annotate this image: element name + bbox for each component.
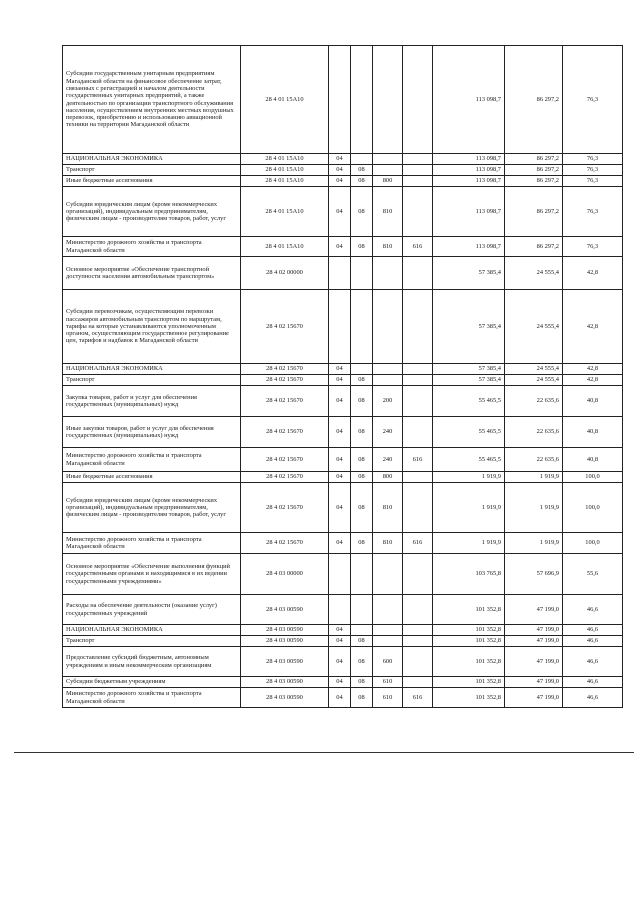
row-fact-amount: 22 635,6 [505, 386, 563, 417]
row-plan-amount: 101 352,8 [433, 595, 505, 625]
row-admin-code [403, 176, 433, 187]
row-name: Министерство дорожного хозяйства и транспорта Магаданской области [63, 533, 241, 554]
row-expense-type-code: 240 [373, 448, 403, 472]
row-target-code: 28 4 02 15670 [241, 448, 329, 472]
row-plan-amount: 113 098,7 [433, 165, 505, 176]
row-expense-type-code [373, 364, 403, 375]
row-section-code: 04 [329, 176, 351, 187]
row-expense-type-code [373, 636, 403, 647]
row-plan-amount: 113 098,7 [433, 176, 505, 187]
row-expense-type-code [373, 595, 403, 625]
table-row [63, 165, 623, 176]
row-name: Основное мероприятие «Обеспечение выполнения функций государственными органами и находящимися в их ведении государственными учреждениями» [63, 554, 241, 595]
row-plan-amount: 113 098,7 [433, 154, 505, 165]
row-section-code: 04 [329, 375, 351, 386]
row-subsection-code: 08 [351, 688, 373, 708]
row-percent: 42,8 [563, 364, 623, 375]
row-section-code: 04 [329, 386, 351, 417]
table-row [63, 677, 623, 688]
row-fact-amount: 1 919,9 [505, 483, 563, 533]
row-subsection-code [351, 46, 373, 154]
row-fact-amount: 47 199,0 [505, 647, 563, 677]
row-section-code: 04 [329, 187, 351, 237]
row-subsection-code: 08 [351, 483, 373, 533]
row-percent: 46,6 [563, 647, 623, 677]
row-expense-type-code [373, 625, 403, 636]
row-admin-code: 616 [403, 237, 433, 257]
row-admin-code [403, 625, 433, 636]
row-target-code: 28 4 03 00590 [241, 677, 329, 688]
row-percent: 76,3 [563, 46, 623, 154]
row-subsection-code [351, 625, 373, 636]
row-target-code: 28 4 01 15А10 [241, 165, 329, 176]
row-fact-amount: 47 199,0 [505, 595, 563, 625]
row-expense-type-code: 810 [373, 533, 403, 554]
row-name: Закупка товаров, работ и услуг для обеспечения государственных (муниципальных) нужд [63, 386, 241, 417]
row-percent: 100,0 [563, 472, 623, 483]
row-subsection-code [351, 154, 373, 165]
row-section-code [329, 257, 351, 290]
row-percent: 55,6 [563, 554, 623, 595]
page-divider-line [14, 752, 634, 753]
row-plan-amount: 101 352,8 [433, 688, 505, 708]
row-target-code: 28 4 03 00590 [241, 595, 329, 625]
row-target-code: 28 4 02 15670 [241, 417, 329, 448]
row-target-code: 28 4 01 15А10 [241, 237, 329, 257]
row-expense-type-code: 810 [373, 483, 403, 533]
row-fact-amount: 47 199,0 [505, 677, 563, 688]
row-target-code: 28 4 02 15670 [241, 375, 329, 386]
row-expense-type-code [373, 46, 403, 154]
table-row [63, 472, 623, 483]
row-subsection-code: 08 [351, 176, 373, 187]
row-fact-amount: 22 635,6 [505, 417, 563, 448]
row-subsection-code: 08 [351, 448, 373, 472]
row-expense-type-code: 810 [373, 187, 403, 237]
row-name: Иные бюджетные ассигнования [63, 472, 241, 483]
row-name: Министерство дорожного хозяйства и транспорта Магаданской области [63, 237, 241, 257]
row-percent: 46,6 [563, 595, 623, 625]
table-row [63, 46, 623, 154]
row-plan-amount: 101 352,8 [433, 677, 505, 688]
row-name: НАЦИОНАЛЬНАЯ ЭКОНОМИКА [63, 364, 241, 375]
row-subsection-code: 08 [351, 375, 373, 386]
row-expense-type-code [373, 165, 403, 176]
row-target-code: 28 4 01 15А10 [241, 46, 329, 154]
row-subsection-code: 08 [351, 386, 373, 417]
row-expense-type-code [373, 154, 403, 165]
row-fact-amount: 1 919,9 [505, 533, 563, 554]
row-percent: 42,8 [563, 257, 623, 290]
row-fact-amount: 57 696,9 [505, 554, 563, 595]
row-target-code: 28 4 02 15670 [241, 290, 329, 364]
row-target-code: 28 4 03 00590 [241, 647, 329, 677]
row-admin-code [403, 386, 433, 417]
table-row [63, 647, 623, 677]
row-expense-type-code: 800 [373, 176, 403, 187]
row-subsection-code [351, 595, 373, 625]
table-row [63, 187, 623, 237]
row-subsection-code [351, 257, 373, 290]
row-name: Субсидии юридическим лицам (кроме некоммерческих организаций), индивидуальным предпринимателям, физическим лицам - производителям товаров, работ, услуг [63, 187, 241, 237]
table-row [63, 448, 623, 472]
row-expense-type-code [373, 290, 403, 364]
row-admin-code [403, 290, 433, 364]
table-row [63, 533, 623, 554]
row-fact-amount: 47 199,0 [505, 688, 563, 708]
row-fact-amount: 86 297,2 [505, 237, 563, 257]
row-section-code: 04 [329, 483, 351, 533]
row-name: НАЦИОНАЛЬНАЯ ЭКОНОМИКА [63, 625, 241, 636]
row-subsection-code: 08 [351, 237, 373, 257]
row-subsection-code [351, 554, 373, 595]
row-name: Министерство дорожного хозяйства и транспорта Магаданской области [63, 688, 241, 708]
row-plan-amount: 113 098,7 [433, 46, 505, 154]
row-plan-amount: 55 465,5 [433, 417, 505, 448]
row-subsection-code: 08 [351, 533, 373, 554]
row-percent: 42,8 [563, 290, 623, 364]
row-expense-type-code: 810 [373, 237, 403, 257]
row-percent: 76,3 [563, 176, 623, 187]
row-target-code: 28 4 03 00590 [241, 625, 329, 636]
row-section-code: 04 [329, 448, 351, 472]
table-row [63, 625, 623, 636]
row-percent: 46,6 [563, 636, 623, 647]
row-admin-code [403, 647, 433, 677]
row-plan-amount: 103 765,8 [433, 554, 505, 595]
row-percent: 46,6 [563, 625, 623, 636]
row-target-code: 28 4 03 00000 [241, 554, 329, 595]
row-plan-amount: 1 919,9 [433, 483, 505, 533]
table-row [63, 290, 623, 364]
row-subsection-code: 08 [351, 187, 373, 237]
row-target-code: 28 4 01 15А10 [241, 176, 329, 187]
row-admin-code: 616 [403, 533, 433, 554]
budget-execution-table [62, 45, 623, 708]
row-target-code: 28 4 02 15670 [241, 364, 329, 375]
row-target-code: 28 4 02 15670 [241, 483, 329, 533]
row-admin-code: 616 [403, 448, 433, 472]
row-plan-amount: 1 919,9 [433, 472, 505, 483]
row-admin-code [403, 636, 433, 647]
row-name: Транспорт [63, 165, 241, 176]
row-admin-code [403, 187, 433, 237]
budget-table-page [62, 45, 622, 708]
table-row [63, 386, 623, 417]
row-fact-amount: 47 199,0 [505, 625, 563, 636]
row-section-code: 04 [329, 677, 351, 688]
row-section-code: 04 [329, 237, 351, 257]
row-target-code: 28 4 02 00000 [241, 257, 329, 290]
row-subsection-code: 08 [351, 636, 373, 647]
row-admin-code [403, 595, 433, 625]
table-row [63, 154, 623, 165]
row-name: Министерство дорожного хозяйства и транспорта Магаданской области [63, 448, 241, 472]
row-target-code: 28 4 01 15А10 [241, 154, 329, 165]
row-target-code: 28 4 02 15670 [241, 472, 329, 483]
row-fact-amount: 24 555,4 [505, 375, 563, 386]
row-plan-amount: 57 385,4 [433, 290, 505, 364]
row-section-code: 04 [329, 688, 351, 708]
row-fact-amount: 86 297,2 [505, 154, 563, 165]
row-plan-amount: 57 385,4 [433, 364, 505, 375]
row-plan-amount: 55 465,5 [433, 448, 505, 472]
table-row [63, 176, 623, 187]
row-expense-type-code: 200 [373, 386, 403, 417]
row-subsection-code [351, 290, 373, 364]
row-expense-type-code: 610 [373, 688, 403, 708]
row-percent: 76,3 [563, 154, 623, 165]
row-subsection-code: 08 [351, 677, 373, 688]
row-expense-type-code: 800 [373, 472, 403, 483]
row-plan-amount: 101 352,8 [433, 625, 505, 636]
row-admin-code [403, 375, 433, 386]
table-row [63, 375, 623, 386]
row-expense-type-code [373, 375, 403, 386]
row-section-code [329, 290, 351, 364]
row-subsection-code: 08 [351, 417, 373, 448]
table-row [63, 483, 623, 533]
row-admin-code [403, 46, 433, 154]
row-name: Основное мероприятие «Обеспечение транспортной доступности населения автомобильным транспортом» [63, 257, 241, 290]
row-percent: 46,6 [563, 688, 623, 708]
row-fact-amount: 22 635,6 [505, 448, 563, 472]
row-name: Субсидии государственным унитарным предприятиям Магаданской области на финансовое обеспечение затрат, связанных с регистрацией и началом деятельности государственных унитарных предприятий, а также деятельностью по организации транспортного обслуживания населения, осуществлением внутренних местных воздушных перевозок, приобретению и использованию авиационной техники на территории Магаданской области [63, 46, 241, 154]
row-expense-type-code: 240 [373, 417, 403, 448]
row-admin-code [403, 677, 433, 688]
row-percent: 46,6 [563, 677, 623, 688]
row-subsection-code [351, 364, 373, 375]
row-fact-amount: 86 297,2 [505, 46, 563, 154]
row-plan-amount: 55 465,5 [433, 386, 505, 417]
row-admin-code [403, 417, 433, 448]
row-admin-code [403, 554, 433, 595]
row-admin-code [403, 154, 433, 165]
row-section-code: 04 [329, 417, 351, 448]
table-row [63, 364, 623, 375]
row-percent: 76,3 [563, 237, 623, 257]
row-fact-amount: 86 297,2 [505, 176, 563, 187]
row-percent: 42,8 [563, 375, 623, 386]
row-name: Субсидии перевозчикам, осуществляющим перевозки пассажиров автомобильным транспортом по маршрутам, тарифы на которые устанавливаются уполномоченным органом, осуществляющим государственное регулирование цен, тарифов и надбавок в Магаданской области [63, 290, 241, 364]
row-admin-code: 616 [403, 688, 433, 708]
table-row [63, 417, 623, 448]
row-fact-amount: 86 297,2 [505, 165, 563, 176]
row-fact-amount: 86 297,2 [505, 187, 563, 237]
table-row [63, 595, 623, 625]
row-percent: 40,8 [563, 448, 623, 472]
row-plan-amount: 57 385,4 [433, 257, 505, 290]
table-row [63, 257, 623, 290]
row-name: Расходы на обеспечение деятельности (оказание услуг) государственных учреждений [63, 595, 241, 625]
row-section-code: 04 [329, 636, 351, 647]
row-name: Транспорт [63, 375, 241, 386]
row-percent: 76,3 [563, 187, 623, 237]
row-admin-code [403, 483, 433, 533]
row-name: Транспорт [63, 636, 241, 647]
table-row [63, 554, 623, 595]
table-body [63, 46, 623, 708]
row-section-code: 04 [329, 364, 351, 375]
table-row [63, 636, 623, 647]
row-subsection-code: 08 [351, 165, 373, 176]
row-section-code: 04 [329, 625, 351, 636]
row-name: Предоставление субсидий бюджетным, автономным учреждениям и иным некоммерческим организациям [63, 647, 241, 677]
row-section-code [329, 554, 351, 595]
row-section-code [329, 46, 351, 154]
row-name: Иные закупки товаров, работ и услуг для обеспечения государственных (муниципальных) нужд [63, 417, 241, 448]
row-name: Субсидии юридическим лицам (кроме некоммерческих организаций), индивидуальным предпринимателям, физическим лицам - производителям товаров, работ, услуг [63, 483, 241, 533]
table-row [63, 237, 623, 257]
row-plan-amount: 57 385,4 [433, 375, 505, 386]
row-expense-type-code: 610 [373, 677, 403, 688]
row-percent: 40,8 [563, 386, 623, 417]
row-fact-amount: 1 919,9 [505, 472, 563, 483]
row-target-code: 28 4 03 00590 [241, 688, 329, 708]
row-section-code: 04 [329, 647, 351, 677]
row-section-code: 04 [329, 165, 351, 176]
row-fact-amount: 24 555,4 [505, 290, 563, 364]
row-percent: 40,8 [563, 417, 623, 448]
row-fact-amount: 24 555,4 [505, 364, 563, 375]
row-section-code [329, 595, 351, 625]
row-section-code: 04 [329, 154, 351, 165]
row-subsection-code: 08 [351, 472, 373, 483]
row-admin-code [403, 165, 433, 176]
row-admin-code [403, 364, 433, 375]
row-plan-amount: 1 919,9 [433, 533, 505, 554]
row-plan-amount: 113 098,7 [433, 187, 505, 237]
row-name: Субсидии бюджетным учреждениям [63, 677, 241, 688]
row-expense-type-code: 600 [373, 647, 403, 677]
row-admin-code [403, 257, 433, 290]
row-plan-amount: 101 352,8 [433, 636, 505, 647]
row-expense-type-code [373, 554, 403, 595]
row-plan-amount: 101 352,8 [433, 647, 505, 677]
row-target-code: 28 4 01 15А10 [241, 187, 329, 237]
row-plan-amount: 113 098,7 [433, 237, 505, 257]
row-target-code: 28 4 02 15670 [241, 386, 329, 417]
row-fact-amount: 47 199,0 [505, 636, 563, 647]
row-section-code: 04 [329, 533, 351, 554]
row-admin-code [403, 472, 433, 483]
row-name: НАЦИОНАЛЬНАЯ ЭКОНОМИКА [63, 154, 241, 165]
row-fact-amount: 24 555,4 [505, 257, 563, 290]
table-row [63, 688, 623, 708]
row-expense-type-code [373, 257, 403, 290]
row-target-code: 28 4 03 00590 [241, 636, 329, 647]
row-section-code: 04 [329, 472, 351, 483]
row-percent: 76,3 [563, 165, 623, 176]
row-target-code: 28 4 02 15670 [241, 533, 329, 554]
row-name: Иные бюджетные ассигнования [63, 176, 241, 187]
row-percent: 100,0 [563, 533, 623, 554]
row-subsection-code: 08 [351, 647, 373, 677]
row-percent: 100,0 [563, 483, 623, 533]
